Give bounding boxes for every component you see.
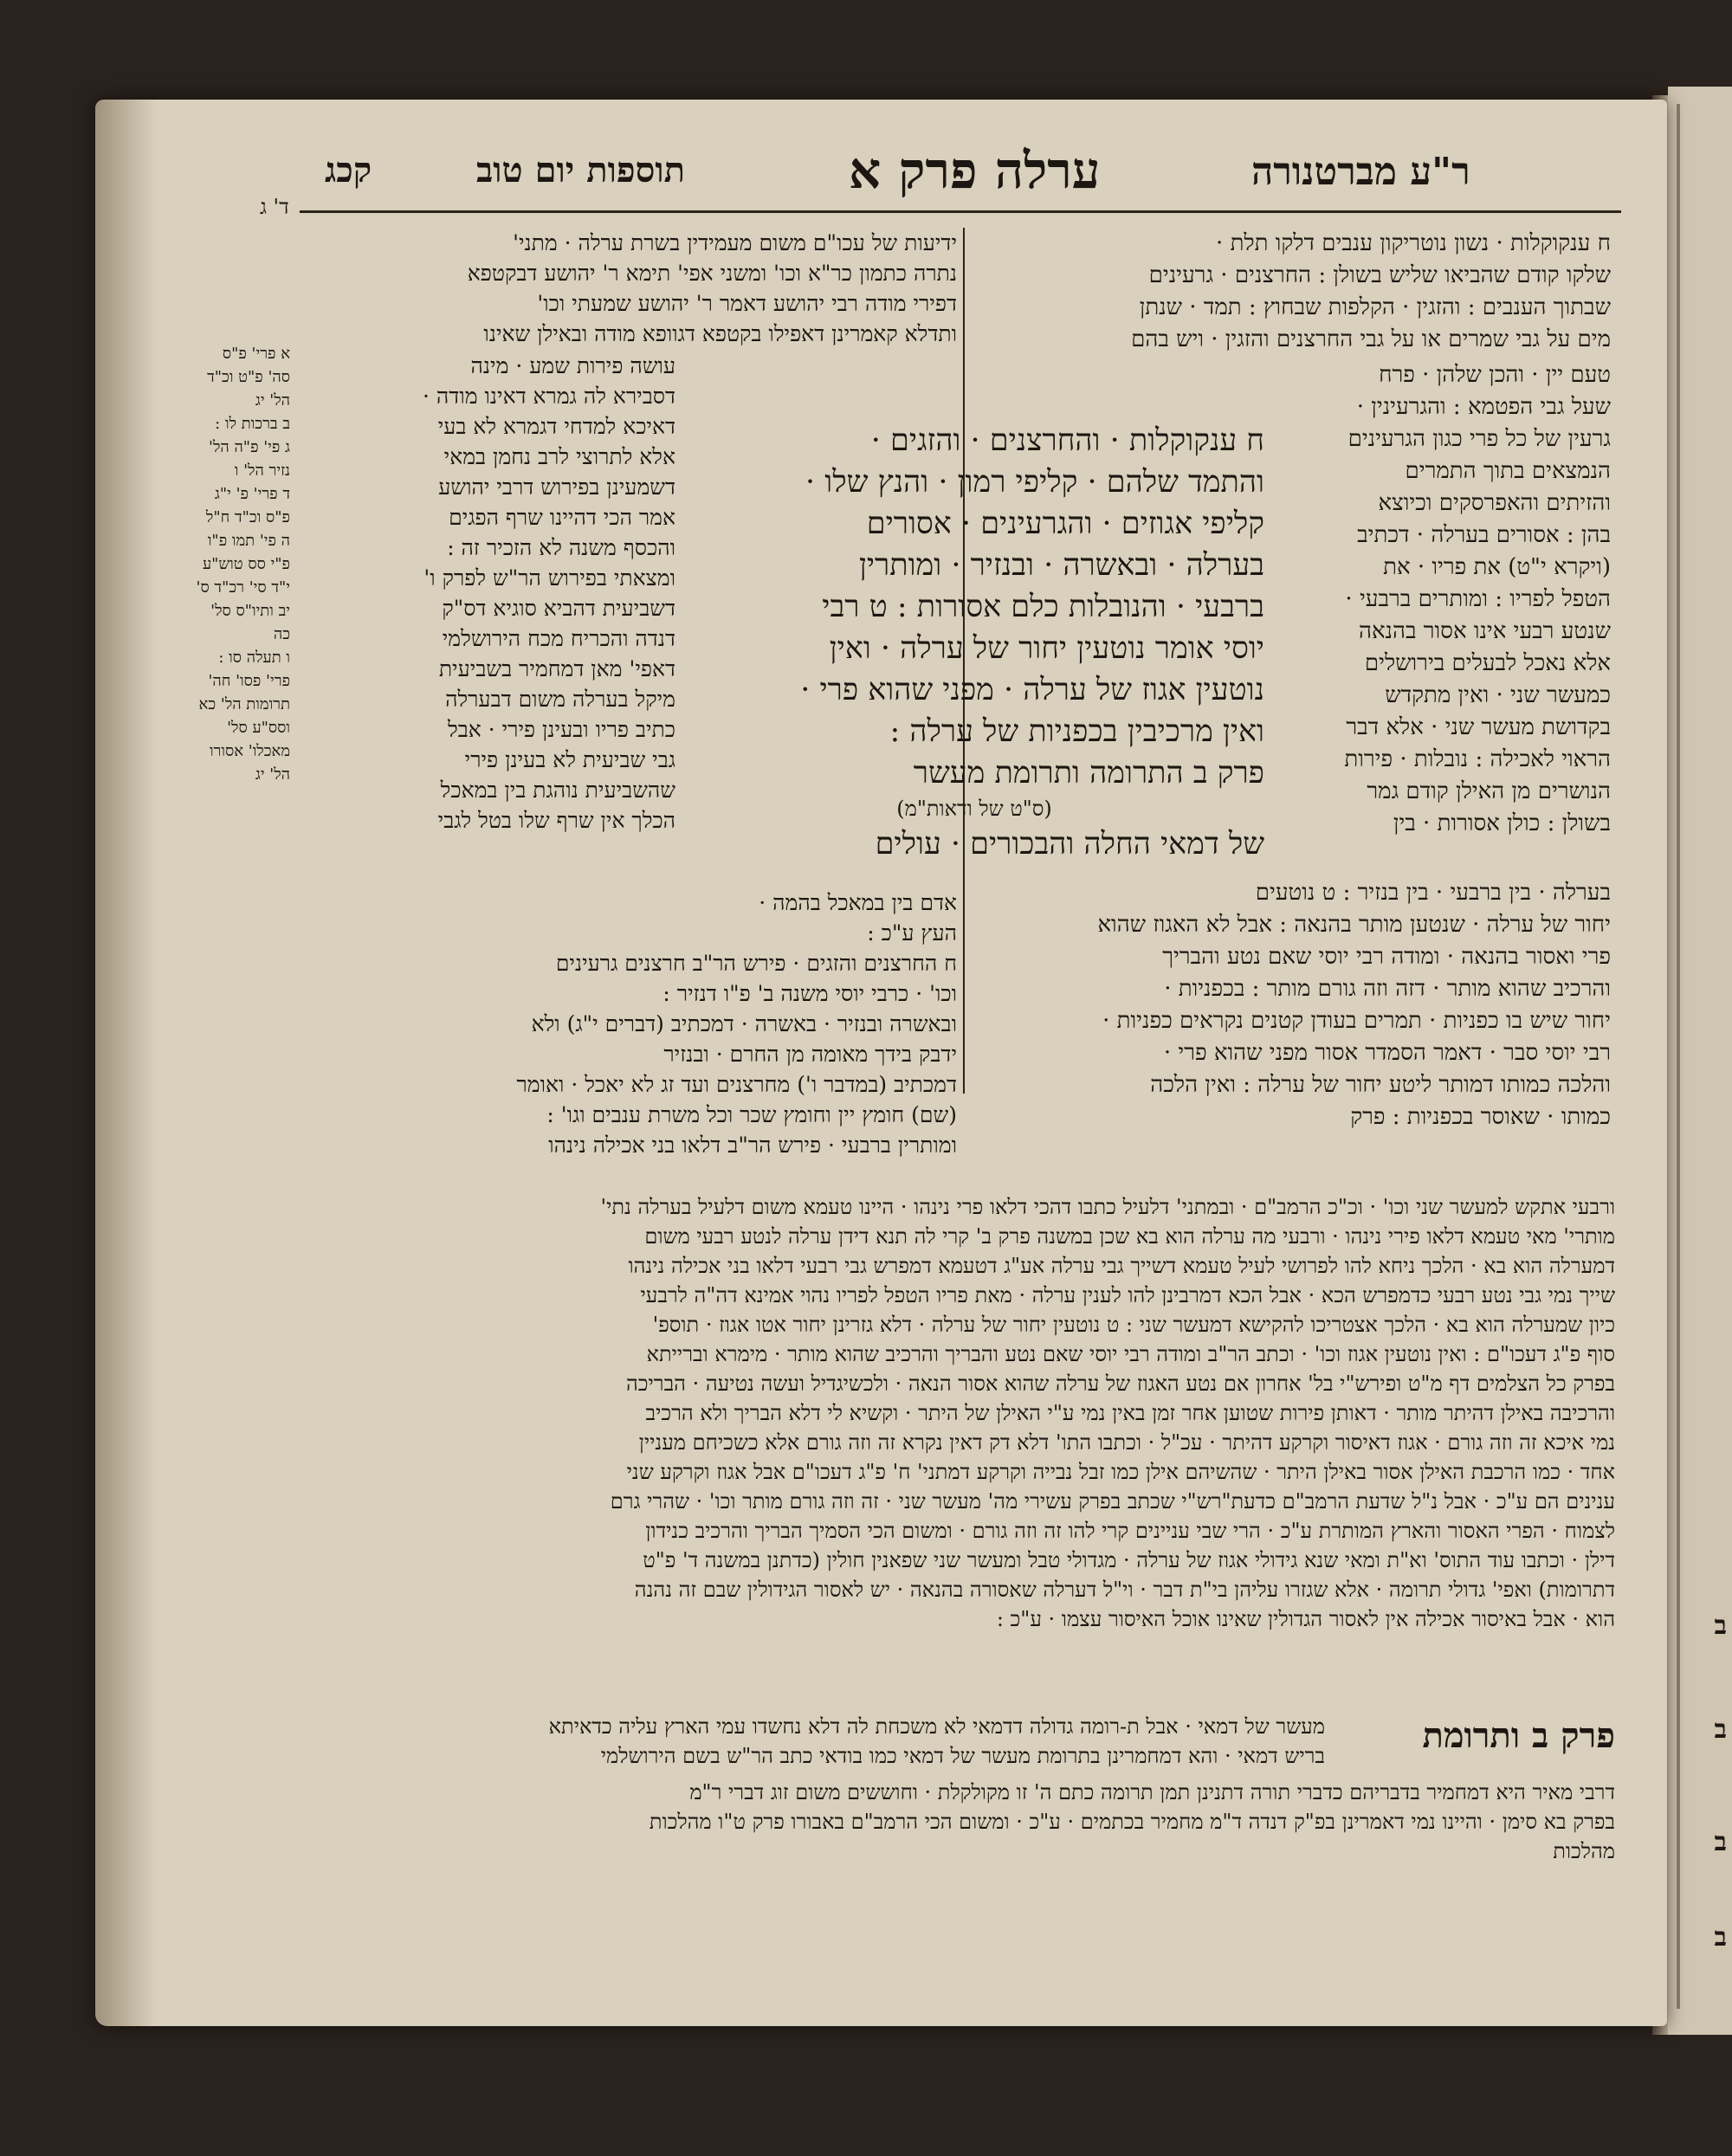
commentary-line: (ויקרא י"ט) את פריו · את	[1383, 554, 1611, 580]
margin-note: הל' יג	[255, 765, 290, 784]
commentary-line: דתרומות) ואפי' גדולי תרומה · אלא שגזרו עליהן בי"ת דבר · וי"ל דערלה שאסורה בהנאה · יש לאסור הגידולין שבם זה נהנה	[634, 1578, 1615, 1602]
commentary-line: דנדה והכריח מכח הירושלמי	[442, 626, 675, 651]
commentary-line: הוא · אבל באיסור אכילה אין לאסור הגדולין שאינו אוכל האיסור עצמו · ע"כ :	[996, 1607, 1615, 1631]
commentary-line: ידיעות של עכו"ם משום מעמידין בשרת ערלה · מתני'	[513, 230, 957, 255]
facing-page-glyph: ב	[1714, 1611, 1727, 1641]
commentary-line: ורבעי אתקש למעשר שני וכו' · וכ"כ הרמב"ם · ובמתני' דלעיל כתבו דהכי דלאו פרי נינהו · היינו טעמא משום דלעיל בערלה נתי'	[600, 1195, 1615, 1219]
commentary-line: והלכה כמותו דמותר ליטע יחור של ערלה : ואין הלכה	[1150, 1072, 1611, 1098]
commentary-line: בקדושת מעשר שני · אלא דבר	[1346, 714, 1611, 740]
commentary-line: רבי יוסי סבר · דאמר הסמדר אסור מפני שהוא פרי ·	[1163, 1040, 1611, 1066]
commentary-line: מעשר של דמאי · אבל ת-רומה גדולה דדמאי לא משכחת לה דלא נחשדו עמי הארץ עליה כדאיתא	[548, 1714, 1325, 1739]
commentary-line: דילן · וכתבו עוד התוס' וא"ת ומאי שנא גידולי אגוז של ערלה · מגדולי טבל ומעשר שני שפאנין חולין (כדתנן במשנה ד' פ"ט	[643, 1548, 1615, 1572]
mishnah-line: ואין מרכיבין בכפניות של ערלה :	[889, 714, 1264, 749]
mishnah-line: יוסי אומר נוטעין יחור של ערלה · ואין	[829, 631, 1264, 666]
commentary-line: שבתוך הענבים : והזגין · הקלפות שבחוץ : תמד · שנתן	[1139, 294, 1611, 320]
commentary-line: ומצאתי בפירוש הר"ש לפרק ו'	[423, 565, 675, 591]
commentary-line: מים על גבי שמרים או על גבי החרצנים והזגין · ויש בהם	[1131, 326, 1611, 352]
margin-note: יב ותיו"ס סל'	[210, 602, 290, 620]
commentary-line: העץ ע"כ :	[867, 920, 957, 946]
tosafot-commentary-middle	[299, 888, 957, 1160]
margin-note: נזיר הל' ו	[234, 462, 290, 480]
commentary-line: לצמוח · הפרי האסור והארץ המותרת ע"כ · הרי שבי עניינים קרי להו זה וזה גורם · ומשום הכי הסמיך הבריך והרכיב כנידון	[645, 1519, 1615, 1543]
facing-page-edge	[1668, 87, 1732, 2035]
mishnah-line: קליפי אגוזים · והגרעינים · אסורים	[866, 507, 1264, 541]
commentary-line: טעם יין · והכן שלהן · פרח	[1379, 362, 1611, 388]
mishnah-text	[684, 420, 1264, 865]
commentary-line: שנטע רבעי אינו אסור בהנאה	[1358, 618, 1611, 644]
margin-note: סה' פ"ט וכ"ד	[207, 368, 290, 386]
commentary-line: אלא לתרוצי לרב נחמן במאי	[443, 444, 675, 469]
commentary-line: סוף פ"ג דעכו"ם : ואין נוטעין אגוז וכו' · וכתב הר"ב ומודה רבי יוסי שאם נטע והבריך והרכיב שהוא מותר · מימרא וברייתא	[646, 1342, 1615, 1366]
commentary-line: והרכיבה באילן דהיתר מותר · דאותן פירות שטוען אחר זמן באין נמי ע"י האילן של היתר · וקשיא לי דלא הבריך ולא הרכיב	[645, 1401, 1615, 1425]
commentary-line: עושה פירות שמע · מינה	[470, 353, 675, 378]
commentary-line: כמותו · שאוסר בכפניות : פרק	[1350, 1104, 1611, 1130]
commentary-line: הראוי לאכילה : נובלות · פירות	[1344, 746, 1611, 772]
header-right-title: ר"ע מברטנורה	[1251, 150, 1470, 194]
margin-note: כה	[273, 625, 290, 643]
commentary-line: שעל גבי הפטמא : והגרעינין ·	[1356, 394, 1611, 420]
commentary-line: שייך נמי גבי נטע רבעי כדמפרש הכא · אבל הכא דמרבינן להו לענין ערלה · מאת פריו הטפל לפריו נהוי אמינא דה"ה לרבעי	[640, 1283, 1615, 1307]
commentary-line: הכלך אין שרף שלו בטל לגבי	[437, 808, 675, 833]
chapter-2-commentary	[277, 1778, 1615, 1866]
chapter-2-heading: פרק ב ותרומת	[1422, 1715, 1615, 1756]
mishnah-line: ח ענקוקלות · והחרצנים · והזגים ·	[870, 423, 1264, 458]
book-page	[95, 100, 1667, 2026]
top-corner-mark: ד' ג	[260, 195, 289, 219]
commentary-line: גבי שביעית לא בעינן פירי	[464, 747, 675, 772]
commentary-line: ענינים הם ע"כ · אבל נ"ל שדעת הרמב"ם כדעת"רש"י שכתב בפרק עשירי מה' מעשר שני · זה וזה גורם מותר וכו' · שהרי גרם	[610, 1489, 1615, 1514]
tosafot-commentary-top	[299, 228, 957, 349]
commentary-line: אמר הכי דהיינו שרף הפגים	[449, 505, 675, 530]
commentary-line: בפרק בא סימן · והיינו נמי דאמרינן בפ"ק דנדה ד"מ מחמיר בכתמים · ע"כ · ומשום הכי הרמב"ם באבורו פרק ט"ו מהלכות	[649, 1810, 1615, 1834]
commentary-line: ח ענקוקלות · נשון נוטריקון ענבים דלקו תלת ·	[1216, 230, 1611, 256]
commentary-line: בהן : אסורים בערלה · דכתיב	[1357, 522, 1611, 548]
margin-note: וסס"ע סל'	[227, 719, 290, 737]
commentary-line: והרכיב שהוא מותר · דזה וזה גורם מותר : בכפניות ·	[1164, 976, 1611, 1002]
commentary-line: דשביעית דהביא סוגיא דס"ק	[442, 596, 675, 621]
chapter-2-heading-line: פרק ב התרומה ותרומת מעשר	[913, 756, 1264, 791]
commentary-line: ותדלא קאמרינן דאפילו בקטפא דגוופא מודה ובאילן שאינו	[483, 321, 957, 346]
margin-note: י"ד סי' רכ"ד ס'	[196, 578, 290, 597]
header-left-title: תוספות יום טוב	[476, 150, 685, 190]
mishnah-line: של דמאי החלה והבכורים · עולים	[875, 827, 1264, 862]
bartenura-commentary-column	[1273, 359, 1611, 840]
margin-note: פרי' פסו' חה'	[208, 672, 290, 690]
commentary-line: דאפי' מאן דמחמיר בשביעית	[438, 656, 675, 681]
commentary-line: הנושרים מן האילן קודם גמר	[1367, 778, 1611, 804]
commentary-line: כיון שמערלה הוא בא · הלכך אצטריכו להקישא דמעשר שני : ט נוטעין יחור של ערלה · דלא גזרינן יחור אטו אגוז · תוספ'	[652, 1313, 1615, 1337]
margin-note: ה פי' תמו פ"ו	[207, 532, 290, 550]
margin-note: הל' יג	[255, 391, 290, 410]
commentary-line: נמי איכא זה וזה גורם · אגוז דאיסור וקרקע דהיתר · עכ"ל · וכתבו התו' דלא דק דאין נקרא זה וזה גורם אלא כשכיחם מעניין	[638, 1430, 1615, 1455]
commentary-line: בערלה · בין ברבעי · בין בנזיר : ט נוטעים	[1255, 880, 1611, 906]
mishnah-line: והתמד שלהם · קליפי רמון · והנץ שלו ·	[805, 465, 1264, 500]
commentary-line: מותרי' מאי טעמא דלאו פירי נינהו · ורבעי מה ערלה הוא בא שכן במשנה פרק ב' קרי לה תנא דידן ערלה לנטע רבעי משום	[644, 1224, 1615, 1249]
commentary-line: וכו' · כרבי יוסי משנה ב' פ"ו דנזיר :	[662, 981, 957, 1006]
catchword: מהלכות	[1553, 1839, 1615, 1863]
commentary-line: גרעין של כל פרי כגון הגרעינים	[1347, 426, 1611, 452]
commentary-line: אחד · כמו הרכבת האילן אסור באילן היתר · שהשיהם אילן כמו זבל נבייה וקרקע דמתני' ח' פ"ג דעכו"ם אבל אגוז וקרקע שני	[626, 1460, 1615, 1484]
mishnah-note: (ס"ט של ודאות"מ)	[896, 797, 1052, 821]
commentary-line: כמעשר שני · ואין מתקדש	[1385, 682, 1611, 708]
commentary-line: נתרה כתמון כר"א וכו' ומשני אפי' תימא ר' יהושע דבקטפא	[467, 261, 957, 286]
margin-note: פ"ס וכ"ד ח"ל	[205, 508, 290, 526]
commentary-line: (שם) חומץ יין וחומץ שכר וכל משרת ענבים וגו' :	[546, 1102, 957, 1127]
commentary-line: דמכתיב (במדבר ו') מחרצנים ועד זג לא יאכל · ואומר	[516, 1072, 957, 1097]
margin-note: תרומות הל' כא	[198, 695, 290, 713]
chapter-2-commentary-top	[277, 1712, 1325, 1771]
bartenura-commentary-top	[972, 228, 1611, 356]
commentary-line: פרי ואסור בהנאה · ומודה רבי יוסי שאם נטע והבריך	[1162, 944, 1611, 970]
commentary-line: הטפל לפריו : ומותרים ברבעי ·	[1345, 586, 1611, 612]
commentary-line: אלא נאכל לבעלים בירושלים	[1364, 650, 1611, 676]
marginal-references	[165, 342, 290, 786]
commentary-line: בשולן : כולן אסורות · בין	[1393, 810, 1611, 836]
commentary-line: דפירי מודה רבי יהושע דאמר ר' יהושע שמעתי וכו'	[537, 291, 957, 316]
commentary-line: מיקל בערלה משום דבערלה	[445, 687, 675, 712]
page-number: קכג	[325, 150, 372, 190]
commentary-line: דשמעינן בפירוש דרבי יהושע	[438, 474, 675, 500]
commentary-line: דסבירא לה גמרא דאינו מודה ·	[423, 384, 675, 409]
tosafot-commentary-column	[299, 351, 675, 836]
facing-page-rule	[1677, 104, 1680, 2009]
commentary-line: והזיתים והאפרסקים וכיוצא	[1378, 490, 1611, 516]
commentary-line: בריש דמאי · והא דמחמרינן בתרומת מעשר של דמאי כמו בודאי כתב הר"ש בשם הירושלמי	[600, 1744, 1325, 1768]
commentary-line: שלקו קודם שהביאו שליש בשולן : החרצנים · גרעינים	[1148, 262, 1611, 288]
commentary-line: ומותרין ברבעי · פירש הר"ב דלאו בני אכילה נינהו	[548, 1133, 957, 1158]
margin-note: א פרי' פ"ס	[222, 345, 290, 363]
facing-page-glyph: ב	[1714, 1827, 1727, 1857]
margin-note: מאכלו' אסורו	[209, 742, 290, 760]
commentary-line: אדם בין במאכל בהמה ·	[759, 890, 957, 915]
header-center-title: ערלה פרק א	[849, 141, 1101, 200]
facing-page-glyph: ב	[1714, 1922, 1727, 1953]
commentary-line: דמערלה הוא בא · הלכך ניחא להו לפרושי לעיל טעמא דשייך גבי ערלה אע"ג דטעמא דמפרש גבי רבעי דלאו בני אכילה נינהו	[628, 1254, 1615, 1278]
bartenura-commentary-bottom	[972, 877, 1611, 1133]
commentary-line: הנמצאים בתוך התמרים	[1405, 458, 1611, 484]
tosafot-commentary-bottom	[277, 1192, 1615, 1634]
margin-note: ג פי' פ"ה הל'	[209, 438, 290, 456]
margin-note: ב ברכות לו :	[215, 415, 290, 433]
commentary-line: ובאשרה ובנזיר · באשרה · דמכתיב (דברים י"ג) ולא	[531, 1011, 957, 1036]
commentary-line: ידבק בידך מאומה מן החרם · ובנזיר	[663, 1042, 957, 1067]
header-rule	[300, 210, 1621, 213]
commentary-line: ח החרצנים והזגים · פירש הר"ב חרצנים גרעינים	[555, 951, 957, 976]
commentary-line: יחור של ערלה · שנטען מותר בהנאה : אבל לא האגוז שהוא	[1097, 912, 1611, 938]
mishnah-line: בערלה · ובאשרה · ובנזיר · ומותרין	[858, 548, 1264, 583]
facing-page-glyph: ב	[1714, 1714, 1727, 1745]
commentary-line: שהשביעית נוהגת בין במאכל	[440, 778, 675, 803]
commentary-line: והכסף משנה לא הזכיר זה :	[447, 535, 675, 560]
commentary-line: בפרק כל הצלמים דף מ"ט ופירש"י בל' אחרון אם נטע האגוז של ערלה שהוא אסור הנאה · ולכשיגדיל ועשה נטיעה · הבריכה	[625, 1372, 1615, 1396]
commentary-line: דאיכא למדחי דגמרא לא בעי	[437, 414, 675, 439]
commentary-line: יחור שיש בו כפניות · תמרים בעודן קטנים נקראים כפניות ·	[1102, 1008, 1611, 1034]
commentary-line: כתיב פריו ובעינן פירי · אבל	[448, 717, 675, 742]
margin-note: ו תעלה סו :	[218, 649, 290, 667]
margin-note: פ"י סס טוש"ע	[202, 555, 290, 573]
commentary-line: דרבי מאיר היא דמחמיר בדבריהם כדברי תורה דתנינן תמן תרומה כתם ה' זו מקולקלת · וחוששים משום זוג דברי ר"מ	[689, 1780, 1615, 1804]
mishnah-line: נוטעין אגוז של ערלה · מפני שהוא פרי ·	[800, 673, 1264, 707]
mishnah-line: ברבעי · והנובלות כלם אסורות : ט רבי	[822, 590, 1264, 624]
margin-note: ד פרי' פ' י"ג	[214, 485, 290, 503]
